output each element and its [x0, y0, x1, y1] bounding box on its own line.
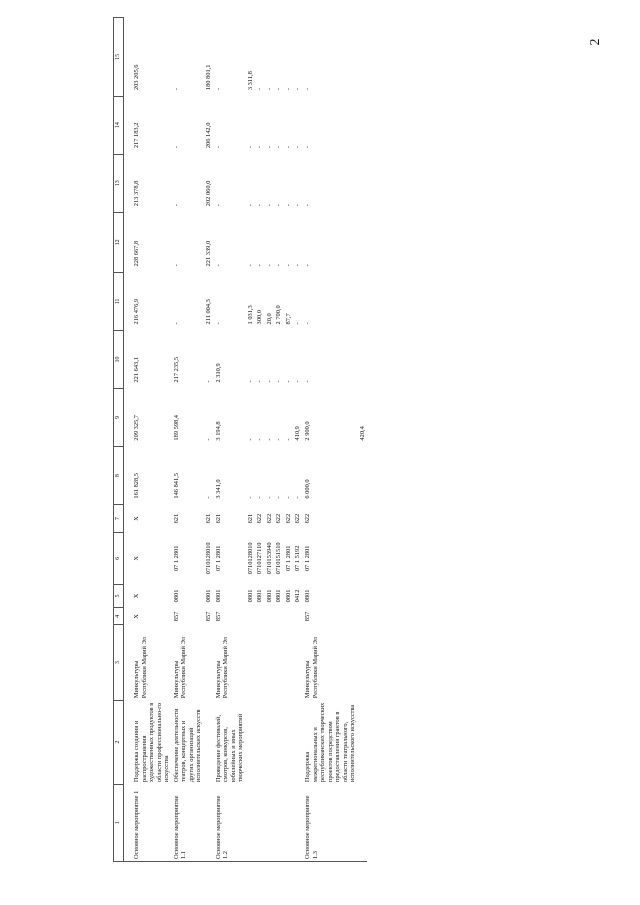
cell-value-2018: -: [256, 264, 264, 267]
cell-status: Основное мероприятие 1.1: [172, 795, 188, 859]
cell-value-2015: -: [265, 438, 273, 441]
column-header-11: 11: [114, 272, 124, 330]
cell-value-2014: -: [275, 496, 283, 499]
cell-value-2014: -: [205, 496, 212, 499]
cell-value-2017: 216 476,9: [133, 298, 141, 325]
cell-executor: Минкультуры Республики Марий Эл: [304, 637, 319, 699]
cell-value-2019: -: [304, 204, 312, 207]
cell-event-name: [274, 700, 284, 784]
cell-value-2020: -: [214, 146, 222, 149]
budget-table-rotated: [113, 17, 515, 862]
cell-value-2021: -: [265, 87, 273, 91]
column-header-8: 8: [114, 447, 124, 505]
cell-value-2014: -: [256, 496, 264, 499]
cell-section-code: 0801: [275, 589, 283, 603]
cell-value-2015: 420,4: [358, 426, 366, 441]
cell-expense-type: 622: [304, 513, 312, 524]
cell-executor: Минкультуры Республики Марий Эл: [172, 637, 188, 699]
column-header-13: 13: [114, 154, 124, 212]
column-header-9: 9: [114, 389, 124, 447]
cell-event-name: [246, 700, 256, 784]
cell-target-article: 07 1 2801: [304, 545, 312, 572]
cell-value-2018: 228 667,8: [133, 240, 141, 267]
cell-value-2014: 6 000,0: [304, 479, 312, 499]
cell-value-2014: 161 828,5: [133, 473, 141, 499]
cell-value-2020: -: [246, 146, 254, 149]
cell-grbs-code: [265, 608, 275, 625]
cell-section-code: 0801: [256, 589, 264, 603]
table-row: [265, 18, 275, 862]
cell-value-2018: -: [304, 264, 312, 267]
table-row: [284, 18, 294, 862]
cell-value-2021: -: [304, 87, 312, 91]
cell-value-2015: -: [284, 438, 292, 441]
cell-value-2016: -: [256, 380, 264, 383]
cell-expense-type: 622: [256, 513, 264, 524]
cell-target-article: 0710127110: [256, 542, 264, 575]
cell-value-2018: [358, 212, 368, 272]
cell-value-2018: 221 339,0: [205, 240, 212, 267]
cell-value-2019: -: [246, 204, 254, 207]
cell-expense-type: 622: [284, 513, 292, 524]
cell-event-name: [284, 700, 294, 784]
cell-target-article: 0710151510: [275, 542, 283, 575]
cell-value-2021: 203 205,6: [133, 64, 141, 91]
cell-value-2016: -: [265, 380, 273, 383]
cell-grbs-code: 857: [214, 611, 222, 622]
cell-value-2016: -: [246, 380, 254, 383]
cell-value-2016: -: [275, 380, 283, 383]
cell-grbs-code: [293, 608, 303, 625]
cell-event-name: [293, 700, 303, 784]
cell-target-article: [358, 533, 368, 585]
cell-event-name: Поддержка создания и распространения художественных продуктов в области профессионально-го искусства: [133, 702, 171, 783]
cell-value-2019: 202 060,0: [205, 180, 212, 207]
cell-status: [246, 784, 256, 861]
cell-grbs-code: [284, 608, 294, 625]
cell-value-2021: [358, 18, 368, 97]
cell-section-code: 0801: [304, 589, 312, 603]
cell-status: [255, 784, 265, 861]
cell-value-2020: -: [294, 146, 302, 149]
cell-value-2015: -: [256, 438, 264, 441]
cell-target-article: 0710128010: [246, 542, 254, 575]
cell-value-2014: -: [284, 496, 292, 499]
cell-value-2016: 221 643,1: [133, 356, 141, 383]
cell-value-2017: 20,0: [265, 313, 273, 325]
cell-value-2014: -: [246, 496, 254, 499]
cell-event-name: [204, 700, 214, 784]
column-header-5: 5: [114, 584, 124, 608]
table-row: [204, 18, 214, 862]
cell-grbs-code: [358, 608, 368, 625]
cell-target-article: 07 1 5192: [294, 545, 302, 572]
cell-value-2015: 189 598,4: [172, 415, 180, 441]
cell-value-2017: -: [304, 322, 312, 325]
table-row: [132, 18, 172, 862]
cell-executor: [204, 625, 214, 700]
cell-value-2019: [358, 154, 368, 212]
column-header-1: 1: [114, 784, 124, 861]
cell-section-code: 0801: [284, 589, 292, 603]
cell-value-2021: -: [214, 87, 222, 91]
cell-target-article: 0710128010: [205, 542, 212, 575]
column-header-12: 12: [114, 212, 124, 272]
cell-value-2019: -: [172, 204, 180, 207]
cell-expense-type: 622: [294, 513, 302, 524]
cell-value-2018: -: [284, 264, 292, 267]
cell-value-2017: 2 700,0: [275, 305, 283, 325]
cell-event-name: Поддержка межрегиональных и республиканских творческих проектов посредством предоставления грантов в области театрального, исполнительского искусства: [304, 702, 357, 783]
cell-status: [284, 784, 294, 861]
cell-value-2020: 217 183,2: [133, 122, 141, 149]
cell-value-2021: 3 311,8: [246, 71, 254, 91]
cell-expense-type: 621: [205, 513, 212, 524]
cell-value-2019: -: [214, 204, 222, 207]
cell-target-article: 07 1 2801: [172, 545, 180, 572]
cell-value-2017: -: [214, 322, 222, 325]
cell-executor: [274, 625, 284, 700]
cell-event-name: [255, 700, 265, 784]
cell-value-2015: -: [205, 438, 212, 441]
cell-section-code: 0412: [294, 589, 302, 603]
cell-value-2014: -: [294, 496, 302, 499]
cell-grbs-code: [246, 608, 256, 625]
table-row: [303, 18, 358, 862]
table-row: [246, 18, 256, 862]
cell-value-2020: -: [256, 146, 264, 149]
cell-value-2018: -: [294, 264, 302, 267]
cell-value-2018: -: [246, 264, 254, 267]
cell-grbs-code: X: [133, 614, 141, 619]
cell-grbs-code: [274, 608, 284, 625]
cell-value-2019: -: [275, 204, 283, 207]
cell-section-code: 0801: [172, 589, 180, 603]
cell-grbs-code: [255, 608, 265, 625]
cell-status: Основное мероприятие 1: [133, 790, 141, 859]
cell-value-2020: -: [265, 146, 273, 149]
cell-value-2021: -: [275, 87, 283, 91]
table-row: [358, 18, 368, 862]
cell-value-2020: -: [284, 146, 292, 149]
cell-value-2019: -: [256, 204, 264, 207]
cell-value-2016: -: [304, 380, 312, 383]
column-header-6: 6: [114, 533, 124, 585]
cell-value-2014: 146 841,5: [172, 473, 180, 499]
cell-value-2019: -: [284, 204, 292, 207]
cell-value-2021: -: [284, 87, 292, 91]
cell-status: Основное мероприятие 1.3: [304, 795, 319, 859]
cell-value-2015: 3 194,8: [214, 421, 222, 441]
column-header-3: 3: [114, 625, 124, 700]
cell-section-code: X: [133, 593, 141, 599]
cell-target-article: X: [133, 556, 141, 561]
table-row: [172, 18, 204, 862]
cell-grbs-code: 857: [205, 611, 212, 622]
table-row: [274, 18, 284, 862]
cell-expense-type: 622: [275, 513, 283, 524]
cell-value-2020: [358, 96, 368, 154]
gap-row: [124, 18, 133, 862]
cell-value-2018: -: [265, 264, 273, 267]
cell-value-2017: 87,7: [284, 313, 292, 325]
cell-value-2017: -: [294, 322, 302, 325]
page-number: 2: [588, 38, 603, 46]
cell-grbs-code: 857: [304, 611, 312, 622]
column-header-2: 2: [114, 700, 124, 784]
cell-target-article: 0710153940: [265, 542, 273, 575]
cell-grbs-code: 857: [172, 611, 180, 622]
column-header-15: 15: [114, 18, 124, 97]
cell-status: [204, 784, 214, 861]
cell-status: Основное мероприятие 1.2: [214, 795, 230, 859]
cell-value-2018: -: [275, 264, 283, 267]
cell-event-name: Проведение фестивалей, смотров, конкурсов, юбилейных и иных творческих мероприятий: [214, 713, 245, 783]
cell-value-2015: -: [275, 438, 283, 441]
cell-value-2020: -: [172, 146, 180, 149]
cell-value-2019: 213 378,8: [133, 180, 141, 207]
cell-executor: [358, 625, 368, 700]
cell-value-2016: 2 310,9: [214, 363, 222, 383]
column-header-7: 7: [114, 505, 124, 533]
cell-event-name: [358, 700, 368, 784]
cell-executor: [265, 625, 275, 700]
cell-value-2016: -: [284, 380, 292, 383]
cell-value-2020: 206 142,0: [205, 122, 212, 149]
column-header-10: 10: [114, 330, 124, 388]
cell-value-2018: -: [214, 264, 222, 267]
cell-value-2014: 3 341,0: [214, 479, 222, 499]
cell-section-code: 0801: [205, 589, 212, 603]
cell-executor: [255, 625, 265, 700]
cell-value-2015: 410,9: [294, 426, 302, 441]
cell-expense-type: 621: [172, 513, 180, 524]
cell-value-2015: 2 900,0: [304, 421, 312, 441]
cell-value-2019: -: [294, 204, 302, 207]
budget-table: [113, 17, 367, 862]
cell-event-name: [265, 700, 275, 784]
cell-section-code: 0801: [246, 589, 254, 603]
cell-value-2017: -: [172, 322, 180, 325]
cell-status: [358, 784, 368, 861]
cell-executor: Минкультуры Республики Марий Эл: [133, 637, 148, 699]
cell-executor: [284, 625, 294, 700]
cell-expense-type: 621: [214, 513, 222, 524]
cell-executor: [246, 625, 256, 700]
cell-value-2017: [358, 272, 368, 330]
cell-target-article: 07 1 2801: [214, 545, 222, 572]
cell-value-2014: -: [265, 496, 273, 499]
cell-expense-type: 622: [265, 513, 273, 524]
column-header-4: 4: [114, 608, 124, 625]
table-row: [214, 18, 246, 862]
cell-value-2021: -: [256, 87, 264, 91]
header-row: [114, 18, 124, 862]
cell-value-2016: [358, 330, 368, 388]
cell-status: [274, 784, 284, 861]
cell-value-2021: -: [294, 87, 302, 91]
cell-value-2021: 180 801,1: [205, 64, 212, 91]
cell-value-2021: -: [172, 87, 180, 91]
cell-value-2016: 217 235,5: [172, 356, 180, 383]
table-row: [255, 18, 265, 862]
cell-value-2017: 300,0: [256, 310, 264, 325]
cell-status: [293, 784, 303, 861]
cell-expense-type: X: [133, 516, 141, 521]
cell-status: [265, 784, 275, 861]
cell-expense-type: 621: [246, 513, 254, 524]
cell-event-name: Обеспечение деятельности театров, концертных и других организаций исполнительских искусств: [172, 708, 203, 783]
cell-value-2015: -: [246, 438, 254, 441]
cell-executor: Минкультуры Республики Марий Эл: [214, 637, 230, 699]
cell-expense-type: [358, 505, 368, 533]
cell-value-2020: -: [304, 146, 312, 149]
cell-value-2016: -: [205, 380, 212, 383]
table-row: [293, 18, 303, 862]
cell-value-2016: -: [294, 380, 302, 383]
cell-value-2017: 211 004,3: [205, 299, 212, 325]
cell-value-2017: 1 031,3: [246, 305, 254, 325]
cell-target-article: 07 1 2801: [284, 545, 292, 572]
cell-executor: [293, 625, 303, 700]
cell-value-2018: -: [172, 264, 180, 267]
cell-value-2014: [358, 447, 368, 505]
cell-section-code: 0801: [265, 589, 273, 603]
cell-value-2019: -: [265, 204, 273, 207]
cell-value-2015: 209 325,7: [133, 415, 141, 441]
column-header-14: 14: [114, 96, 124, 154]
cell-value-2020: -: [275, 146, 283, 149]
cell-section-code: 0801: [214, 589, 222, 603]
cell-section-code: [358, 584, 368, 608]
